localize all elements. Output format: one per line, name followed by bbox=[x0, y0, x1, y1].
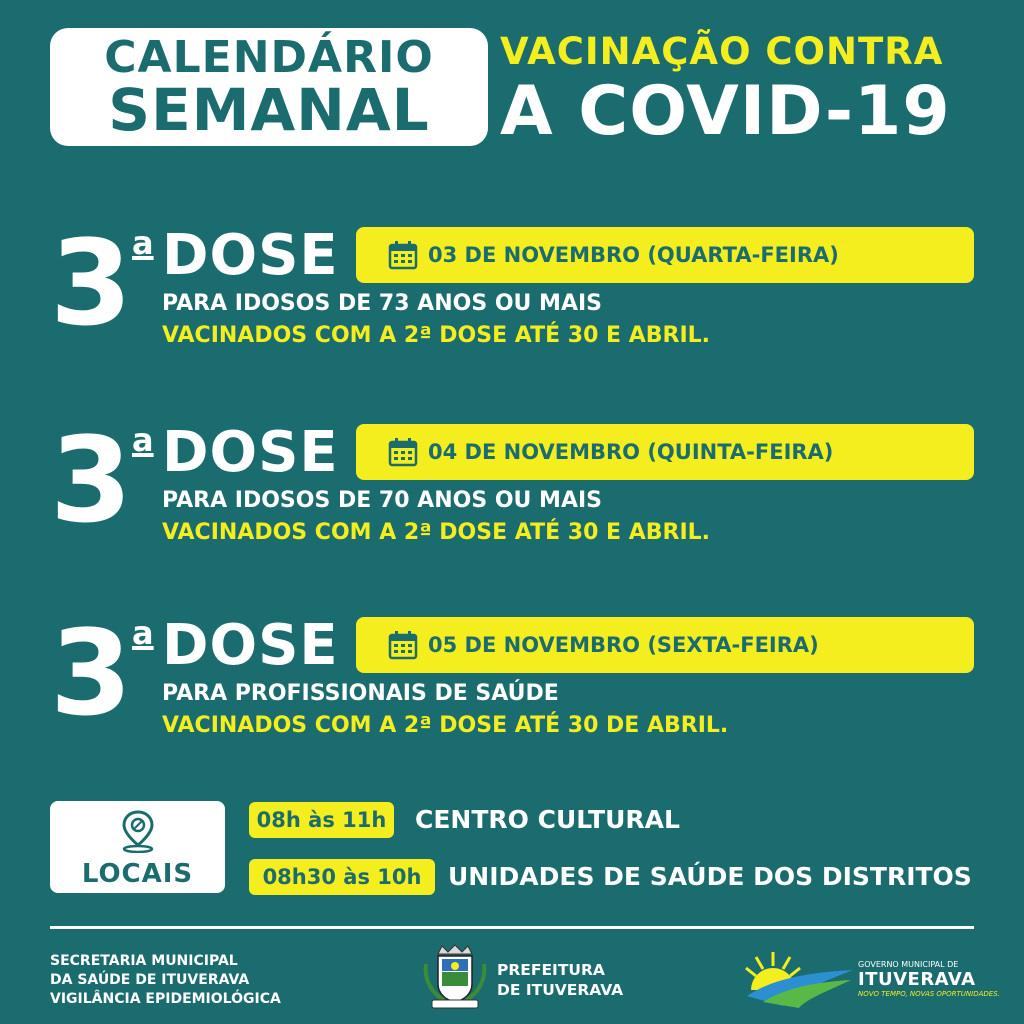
location-pin-icon bbox=[118, 809, 158, 857]
gov-city-name: ITUVERAVA bbox=[858, 969, 976, 990]
place-name-2: UNIDADES DE SAÚDE DOS DISTRITOS bbox=[448, 862, 972, 891]
footer-divider bbox=[50, 926, 974, 929]
government-text bbox=[858, 960, 1000, 999]
secretaria-line: SECRETARIA MUNICIPAL bbox=[50, 953, 238, 969]
dose-ordinal: a bbox=[132, 224, 154, 262]
dose-block-1 bbox=[50, 214, 980, 374]
dose-condition: VACINADOS COM A 2ª DOSE ATÉ 30 DE ABRIL. bbox=[162, 713, 729, 738]
dose-block-3 bbox=[50, 604, 980, 764]
dose-date-pill bbox=[356, 227, 974, 283]
dose-word: DOSE bbox=[162, 613, 339, 678]
calendar-icon bbox=[388, 630, 418, 660]
time-pill-2: 08h30 às 10h bbox=[249, 859, 435, 895]
place-name-1: CENTRO CULTURAL bbox=[415, 805, 680, 834]
city-crest-icon bbox=[420, 944, 490, 1014]
gov-small-text: GOVERNO MUNICIPAL DE bbox=[858, 960, 959, 969]
locais-label: LOCAIS bbox=[81, 859, 194, 889]
secretaria-line: VIGILÂNCIA EPIDEMIOLÓGICA bbox=[50, 991, 281, 1007]
gov-slogan: NOVO TEMPO, NOVAS OPORTUNIDADES. bbox=[858, 990, 1000, 998]
dose-condition: VACINADOS COM A 2ª DOSE ATÉ 30 E ABRIL. bbox=[162, 520, 711, 545]
calendar-icon bbox=[388, 437, 418, 467]
dose-condition: VACINADOS COM A 2ª DOSE ATÉ 30 E ABRIL. bbox=[162, 323, 711, 348]
dose-date-pill bbox=[356, 424, 974, 480]
calendar-title-box bbox=[50, 28, 488, 146]
vaccination-title-line1: VACINAÇÃO CONTRA bbox=[500, 30, 944, 73]
government-logo-icon bbox=[743, 948, 855, 1014]
vaccination-title-line2: A COVID-19 bbox=[500, 72, 951, 151]
dose-date-text: 04 DE NOVEMBRO (QUINTA-FEIRA) bbox=[428, 440, 834, 464]
dose-audience: PARA IDOSOS DE 73 ANOS OU MAIS bbox=[162, 291, 602, 316]
dose-ordinal: a bbox=[132, 614, 154, 652]
secretaria-text bbox=[50, 952, 281, 1009]
dose-date-text: 03 DE NOVEMBRO (QUARTA-FEIRA) bbox=[428, 243, 839, 267]
dose-number: 3 bbox=[50, 411, 133, 549]
prefeitura-text bbox=[497, 960, 623, 1000]
prefeitura-line: DE ITUVERAVA bbox=[497, 981, 624, 999]
dose-audience: PARA IDOSOS DE 70 ANOS OU MAIS bbox=[162, 488, 602, 513]
dose-block-2 bbox=[50, 411, 980, 571]
dose-number: 3 bbox=[50, 214, 133, 352]
dose-date-text: 05 DE NOVEMBRO (SEXTA-FEIRA) bbox=[428, 633, 819, 657]
dose-date-pill bbox=[356, 617, 974, 673]
dose-word: DOSE bbox=[162, 420, 339, 485]
dose-number: 3 bbox=[50, 604, 133, 742]
locais-box bbox=[50, 801, 225, 893]
calendar-icon bbox=[388, 240, 418, 270]
title-box-line1: CALENDÁRIO bbox=[104, 32, 434, 83]
vaccination-title bbox=[500, 30, 980, 150]
dose-word: DOSE bbox=[162, 223, 339, 288]
secretaria-line: DA SAÚDE DE ITUVERAVA bbox=[50, 972, 250, 988]
dose-ordinal: a bbox=[132, 421, 154, 459]
time-pill-1: 08h às 11h bbox=[249, 802, 394, 838]
prefeitura-line: PREFEITURA bbox=[497, 961, 605, 979]
dose-audience: PARA PROFISSIONAIS DE SAÚDE bbox=[162, 681, 559, 706]
title-box-line2: SEMANAL bbox=[108, 76, 430, 144]
